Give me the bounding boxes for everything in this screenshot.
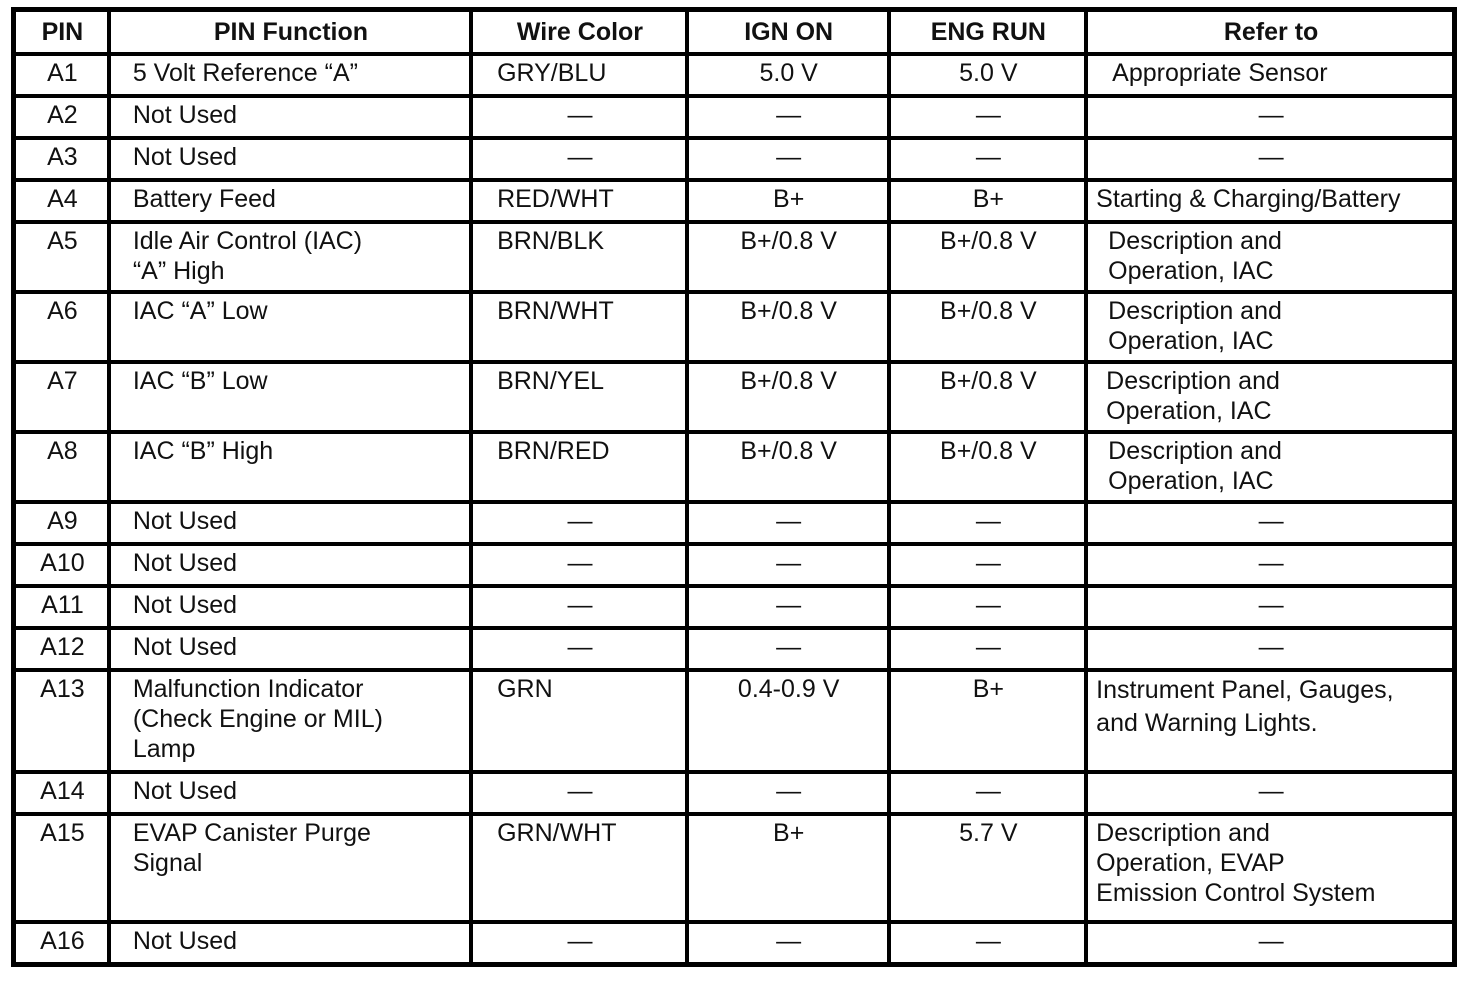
cell-refer-to: Description and Operation, IAC [1086,432,1454,502]
cell-refer-to: — [1086,772,1454,814]
table-row [14,96,1455,138]
cell-wire-color: — [471,96,687,138]
cell-pin: A13 [14,670,109,772]
cell-refer-to: Description and Operation, IAC [1086,362,1454,432]
cell-function: Not Used [109,922,471,965]
cell-eng-run: — [889,772,1087,814]
cell-function: Idle Air Control (IAC) “A” High [109,222,471,292]
cell-ign-on: — [687,922,889,965]
cell-pin: A7 [14,362,109,432]
cell-refer-to: Description and Operation, IAC [1086,222,1454,292]
cell-wire-color: — [471,138,687,180]
cell-refer-to: — [1086,96,1454,138]
header-eng-run: ENG RUN [889,10,1087,55]
cell-refer-to: — [1086,628,1454,670]
cell-eng-run: — [889,544,1087,586]
cell-ign-on: — [687,502,889,544]
cell-pin: A1 [14,54,109,96]
cell-pin: A6 [14,292,109,362]
cell-wire-color: RED/WHT [471,180,687,222]
cell-function: Battery Feed [109,180,471,222]
cell-wire-color: — [471,628,687,670]
cell-wire-color: GRN [471,670,687,772]
cell-ign-on: B+/0.8 V [687,222,889,292]
table-row [14,670,1455,772]
cell-function: 5 Volt Reference “A” [109,54,471,96]
cell-refer-to: — [1086,544,1454,586]
header-ign-on: IGN ON [687,10,889,55]
cell-pin: A9 [14,502,109,544]
table-row [14,432,1455,502]
table-row [14,922,1455,965]
table-row [14,544,1455,586]
cell-refer-to: — [1086,502,1454,544]
cell-wire-color: — [471,544,687,586]
cell-pin: A10 [14,544,109,586]
cell-wire-color: BRN/YEL [471,362,687,432]
table-row [14,138,1455,180]
cell-ign-on: — [687,544,889,586]
cell-ign-on: B+ [687,180,889,222]
table-row [14,586,1455,628]
cell-wire-color: — [471,772,687,814]
cell-ign-on: 5.0 V [687,54,889,96]
cell-eng-run: B+ [889,670,1087,772]
cell-ign-on: B+/0.8 V [687,292,889,362]
cell-function: Not Used [109,586,471,628]
cell-wire-color: BRN/BLK [471,222,687,292]
cell-eng-run: — [889,586,1087,628]
cell-pin: A12 [14,628,109,670]
table-row [14,180,1455,222]
cell-ign-on: — [687,772,889,814]
cell-wire-color: — [471,586,687,628]
cell-ign-on: — [687,586,889,628]
cell-pin: A11 [14,586,109,628]
cell-function: Not Used [109,138,471,180]
cell-refer-to: Description and Operation, EVAP Emission Control System [1086,814,1454,922]
cell-ign-on: B+/0.8 V [687,432,889,502]
cell-ign-on: — [687,96,889,138]
cell-eng-run: — [889,96,1087,138]
cell-function: IAC “B” High [109,432,471,502]
header-wire-color: Wire Color [471,10,687,55]
cell-eng-run: B+/0.8 V [889,432,1087,502]
cell-ign-on: — [687,628,889,670]
pin-table [11,7,1457,967]
cell-pin: A8 [14,432,109,502]
table-row [14,292,1455,362]
cell-function: Not Used [109,772,471,814]
cell-pin: A15 [14,814,109,922]
cell-refer-to: — [1086,138,1454,180]
cell-eng-run: B+/0.8 V [889,222,1087,292]
cell-refer-to: Starting & Charging/Battery [1086,180,1454,222]
table-row [14,814,1455,922]
cell-ign-on: — [687,138,889,180]
cell-pin: A14 [14,772,109,814]
cell-function: Not Used [109,96,471,138]
cell-function: Not Used [109,544,471,586]
cell-eng-run: — [889,628,1087,670]
cell-refer-to: Instrument Panel, Gauges, and Warning Lights. [1086,670,1454,772]
table-row [14,362,1455,432]
cell-function: IAC “A” Low [109,292,471,362]
cell-wire-color: — [471,502,687,544]
header-row [14,10,1455,55]
cell-pin: A3 [14,138,109,180]
cell-eng-run: 5.7 V [889,814,1087,922]
table-row [14,628,1455,670]
cell-ign-on: 0.4-0.9 V [687,670,889,772]
cell-eng-run: B+ [889,180,1087,222]
header-refer-to: Refer to [1086,10,1454,55]
cell-eng-run: 5.0 V [889,54,1087,96]
cell-ign-on: B+ [687,814,889,922]
cell-pin: A5 [14,222,109,292]
cell-eng-run: — [889,138,1087,180]
table-row [14,772,1455,814]
cell-function: Not Used [109,502,471,544]
cell-wire-color: BRN/RED [471,432,687,502]
cell-eng-run: — [889,502,1087,544]
cell-pin: A16 [14,922,109,965]
cell-function: IAC “B” Low [109,362,471,432]
table-row [14,502,1455,544]
header-pin: PIN [14,10,109,55]
cell-refer-to: — [1086,922,1454,965]
cell-wire-color: GRY/BLU [471,54,687,96]
table-row [14,222,1455,292]
cell-pin: A2 [14,96,109,138]
table-row [14,54,1455,96]
cell-function: Not Used [109,628,471,670]
cell-pin: A4 [14,180,109,222]
cell-wire-color: GRN/WHT [471,814,687,922]
cell-eng-run: — [889,922,1087,965]
cell-wire-color: BRN/WHT [471,292,687,362]
cell-ign-on: B+/0.8 V [687,362,889,432]
cell-function: EVAP Canister Purge Signal [109,814,471,922]
cell-wire-color: — [471,922,687,965]
cell-refer-to: Description and Operation, IAC [1086,292,1454,362]
header-pin-function: PIN Function [109,10,471,55]
cell-refer-to: Appropriate Sensor [1086,54,1454,96]
cell-function: Malfunction Indicator (Check Engine or MIL) Lamp [109,670,471,772]
cell-eng-run: B+/0.8 V [889,362,1087,432]
cell-eng-run: B+/0.8 V [889,292,1087,362]
cell-refer-to: — [1086,586,1454,628]
